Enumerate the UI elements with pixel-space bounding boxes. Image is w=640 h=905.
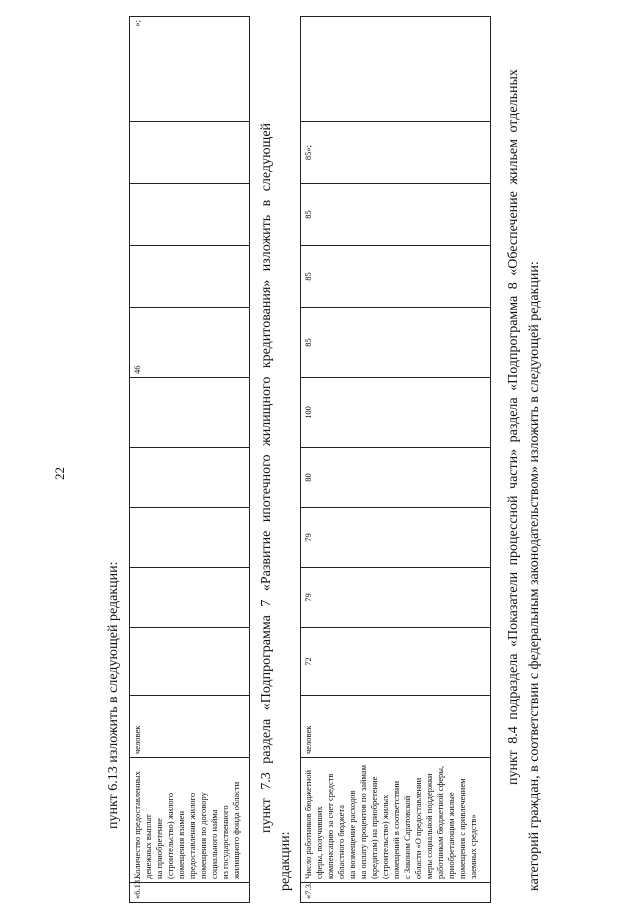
value-cell bbox=[301, 17, 491, 122]
value-cell: 79 bbox=[301, 508, 491, 568]
value-cell: 85 bbox=[301, 246, 491, 308]
value-cell bbox=[130, 308, 250, 378]
value-cell bbox=[130, 628, 250, 696]
value-cell: 79 bbox=[301, 568, 491, 628]
page-number: 22 bbox=[52, 467, 67, 480]
value-cell: 85»; bbox=[301, 122, 491, 184]
table-6-13 bbox=[129, 16, 250, 903]
value-cell: 72 bbox=[301, 628, 491, 696]
paragraph-7-3-intro-cont: редакции: bbox=[278, 831, 293, 891]
row-unit: человек bbox=[301, 696, 491, 758]
table-row bbox=[301, 17, 491, 903]
table-7-3 bbox=[300, 16, 491, 903]
value-cell bbox=[130, 508, 250, 568]
paragraph-6-13-intro: пункт 6.13 изложить в следующей редакции: bbox=[106, 561, 121, 829]
row-label: Число работников бюджетной сферы, получивших компенсацию за счет средств областного бюджета на возмещение расходов на оплату процентов по займам (кредитам) на приобретение (строительство) жилых помещений в соответствии с Законом Саратовской области «О предоставлении меры социальной поддержки работникам бюджетной сферы, приобретающим жилые помещения с привлечением заемных средств» bbox=[301, 758, 491, 883]
value-cell: 80 bbox=[301, 448, 491, 508]
paragraph-8-4-intro: пункт 8.4 подраздела «Показатели процессной части» раздела «Подпрограмма 8 «Обеспечение жильем отдельных bbox=[506, 69, 521, 785]
row-end-mark: »; bbox=[130, 17, 250, 122]
value-cell bbox=[130, 246, 250, 308]
paragraph-8-4-intro-cont: категорий граждан, в соответствии с федеральным законодательством» изложить в следующей редакции: bbox=[527, 261, 542, 891]
value-cell bbox=[130, 448, 250, 508]
paragraph-7-3-intro: пункт 7.3 раздела «Подпрограмма 7 «Развитие ипотечного жилищного кредитования» изложить в следующей bbox=[259, 122, 274, 833]
merged-value: 46 bbox=[132, 365, 142, 374]
row-unit: человек bbox=[130, 696, 250, 758]
row-index: «7.3. bbox=[301, 883, 491, 903]
value-cell bbox=[130, 184, 250, 246]
value-cell bbox=[130, 568, 250, 628]
value-cell: 85 bbox=[301, 308, 491, 378]
table-row bbox=[130, 17, 250, 903]
value-cell: 85 bbox=[301, 184, 491, 246]
value-cell: 100 bbox=[301, 378, 491, 448]
row-label: Количество предоставленных денежных выплат на приобретение (строительство) жилого помещения взамен предоставления жилого помещения по договору социального найма из государственного жилищного фонда области bbox=[130, 758, 250, 883]
value-cell bbox=[130, 122, 250, 184]
row-index: «6.13. bbox=[130, 883, 250, 903]
value-cell bbox=[130, 378, 250, 448]
